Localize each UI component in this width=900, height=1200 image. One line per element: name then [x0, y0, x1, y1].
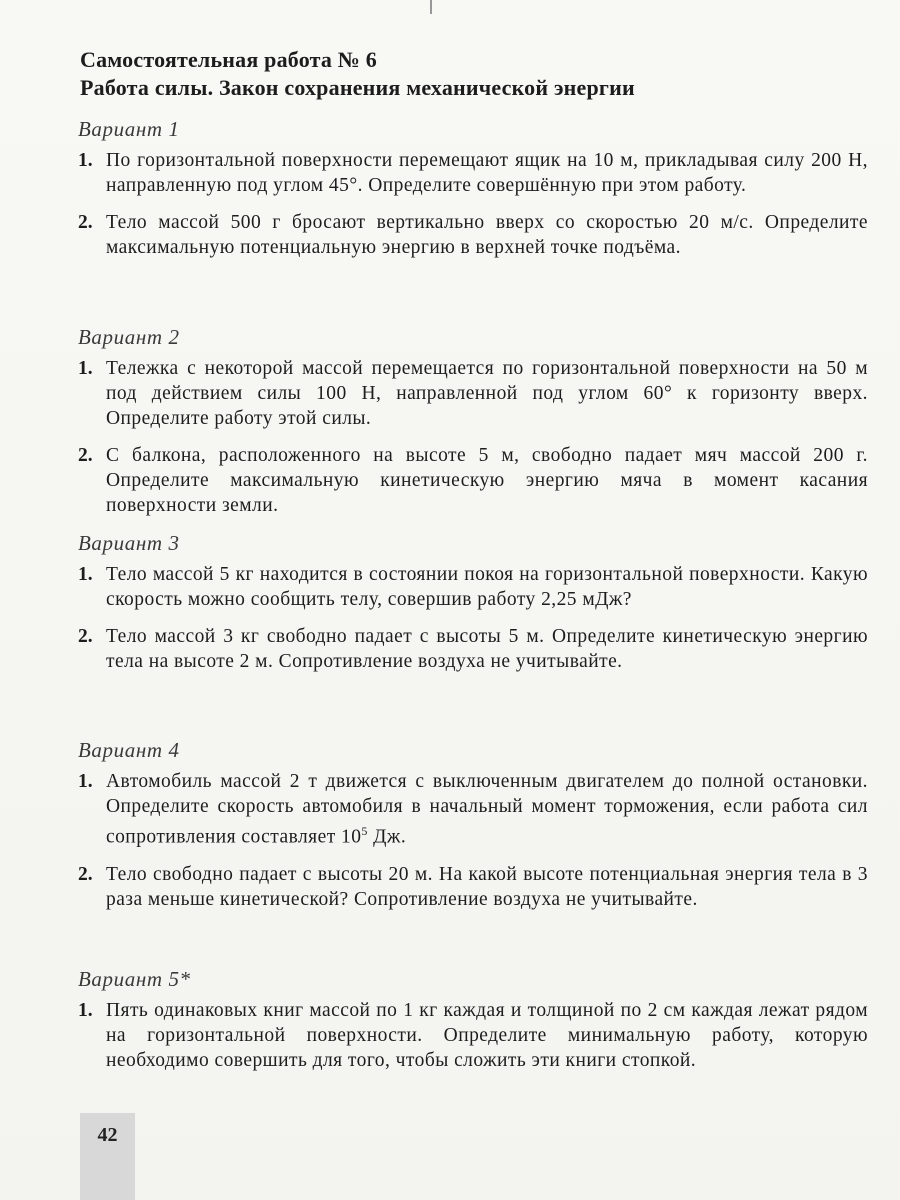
task-text-main: Автомобиль массой 2 т движется с выключенным двигателем до полной остановки. Определите скорость автомобиля в начальный момент торможения, если работа сил сопротивления составляет 10	[106, 771, 868, 848]
task-number: 1.	[78, 1000, 93, 1021]
variant-heading: Вариант 2	[78, 325, 180, 349]
variant-1	[78, 116, 868, 272]
task-text: Тело массой 500 г бросают вертикально вверх со скоростью 20 м/с. Определите максимальную потенциальную энергию в верхней точке подъёма.	[106, 212, 868, 258]
task-text: Тело массой 3 кг свободно падает с высоты 5 м. Определите кинетическую энергию тела на высоте 2 м. Сопротивление воздуха не учитывайте.	[106, 626, 868, 672]
task-text: Тележка с некоторой массой перемещается по горизонтальной поверхности на 50 м под действием силы 100 Н, направленной под углом 60° к горизонту вверх. Определите работу этой силы.	[106, 358, 868, 429]
task-number: 1.	[78, 564, 93, 585]
task-text: Пять одинаковых книг массой по 1 кг каждая и толщиной по 2 см каждая лежат рядом на горизонтальной поверхности. Определите минимальную работу, которую необходимо совершить для того, чтобы сложить эти книги стопкой.	[106, 1000, 868, 1071]
variant-5	[78, 966, 868, 1085]
variant-heading: Вариант 5*	[78, 967, 191, 991]
task-number: 2.	[78, 863, 93, 885]
work-subtitle: Работа силы. Закон сохранения механической энергии	[80, 75, 635, 100]
work-title: Самостоятельная работа № 6	[80, 47, 378, 72]
task-item	[78, 210, 868, 260]
task-number: 2.	[78, 626, 93, 647]
task-item	[78, 148, 868, 198]
task-item	[78, 356, 868, 431]
task-number: 2.	[78, 445, 93, 466]
task-item	[78, 562, 868, 612]
variant-4	[78, 737, 868, 924]
task-item	[78, 998, 868, 1073]
task-text: Тело массой 5 кг находится в состоянии покоя на горизонтальной поверхности. Какую скорость можно сообщить телу, совершив работу 2,25 мДж?	[106, 564, 868, 610]
page-number: 42	[97, 1124, 118, 1146]
variant-heading: Вариант 1	[78, 117, 180, 141]
task-text: С балкона, расположенного на высоте 5 м, свободно падает мяч массой 200 г. Определите максимальную кинетическую энергию мяча в момент касания поверхности земли.	[106, 445, 868, 516]
task-number: 2.	[78, 212, 93, 233]
task-text	[106, 769, 868, 850]
task-item	[78, 443, 868, 518]
page-number-tab	[80, 1113, 135, 1200]
task-item	[78, 769, 868, 850]
variant-heading: Вариант 3	[78, 531, 180, 555]
binding-mark	[430, 0, 432, 14]
task-number: 1.	[78, 358, 93, 379]
task-number: 1.	[78, 150, 93, 171]
task-text: По горизонтальной поверхности перемещают ящик на 10 м, прикладывая силу 200 Н, направленную под углом 45°. Определите совершённую при этом работу.	[106, 150, 868, 196]
task-text-unit: Дж.	[367, 826, 407, 848]
page-header	[80, 46, 870, 102]
variant-heading: Вариант 4	[78, 738, 180, 762]
exponent: 5	[361, 824, 368, 838]
task-number: 1.	[78, 771, 93, 792]
task-item	[78, 624, 868, 674]
task-text: Тело свободно падает с высоты 20 м. На какой высоте потенциальная энергия тела в 3 раза меньше кинетической? Сопротивление воздуха не учитывайте.	[106, 863, 868, 910]
variant-3	[78, 530, 868, 686]
variant-2	[78, 324, 868, 530]
task-item	[78, 862, 868, 912]
